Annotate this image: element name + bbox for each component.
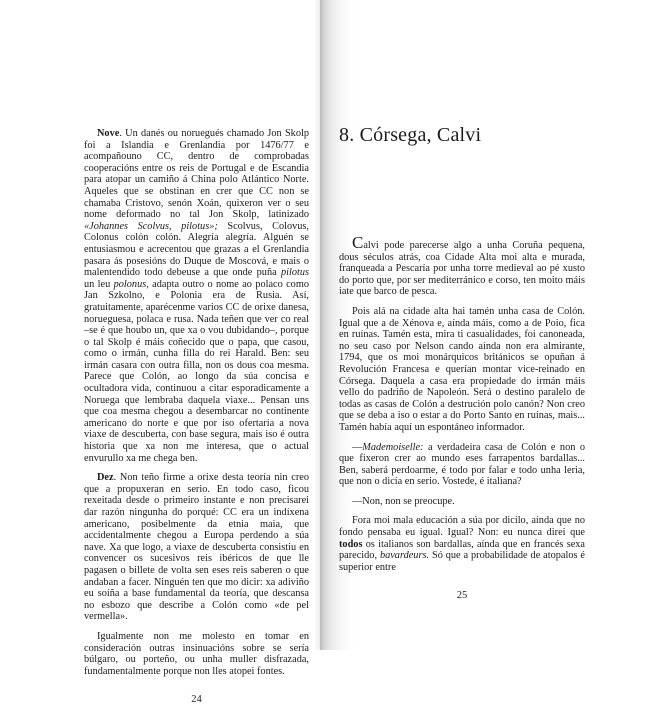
text-run: os italianos son bardallas, aínda que en francés sexa parecido, [339,538,585,562]
text-run: . Non teño firme a orixe desta teoría nin creo que a propuxeran en serio. En todo caso, ficou rexeitada desde o primeiro instante e non precisarei dar razón ningunha do porqué: CC era un indíxena americano, posibelmente da etnia maia, que accidentalmente chegou a Europa perdendo a súa nave. Xa que logo, a viaxe de descuberta consistiu en convencer os sucesivos reis ibéricos de que lle pagasen o billete de volta sen eses reis saberen o que andaban a facer. Ninguén ten que mo dicir: xa adiviño eu soíña a base fundamental da teoría, que descansa no esbozo que describe a Colón como «de pel vermella». [84,472,309,623]
text-run: un leu [84,278,114,290]
paragraph [339,442,585,488]
text-run: Só que a probabilidade de atopalos é superior entre [339,550,585,573]
paragraph [339,306,585,434]
text-run: — [352,441,363,453]
chapter-title: 8. Córsega, Calvi [339,124,482,146]
italic-text: bavardeurs. [379,550,430,562]
left-page [0,0,320,706]
text-run: a verdadeira casa de Colón e non o que fixeron crer ao mundo eses farrapentos bardallas... Ben, saberá perdoarme, é todo por falar e todo unha leria, que non o dicía en serio. Vostede, é italiana? [339,441,585,488]
paragraph [339,496,585,508]
paragraph [339,233,585,298]
paragraph [84,631,309,677]
text-run: adapta outro o nome ao polaco como Jan Szkolno, e Polonia era de Rusia. Así, gratuitamente, aparécenme varios CC de orixe danesa, norueguesa, polaca e rusa. Nada teñen que ver co real –se é que houbo un, que xa o vou dubidando–, porque o tal Skolp é máis coñecido que o papa, que casou, como o irmán, cunha filla do rei Harald. Ben: seu irmán casara con outra filla, non os dous coa mesma. Parece que Colón, ao longo da súa concisa e ocultadora vida, continuou a citar esporadicamente a Noruega que lembraba daquela viaxe... Pensan uns que coa mesma chegou a desembarcar no continente americano do norte e que por iso ofertaría a nova viaxe de descuberta, con base segura, mais iso é outra historia que xa non me interesa, que o actual envurullo xa me chega ben. [84,278,309,464]
italic-text: polonus, [113,278,149,290]
italic-text: pilotus [280,267,309,279]
right-page [320,0,650,650]
text-run: alvi pode parecerse algo a unha Coruña pequena, dous séculos atrás, coa Cidade Alta moi alta e murada, franqueada a Pescaría por unha torre medieval ao pé xusto do porto que, por ser mediterránico e corso, ten moito máis iate que barco de pesca. [339,240,585,298]
page-number: 25 [456,590,468,602]
left-page-body [84,128,309,685]
right-page-column [339,233,585,602]
left-page-column [84,128,309,706]
text-run: Scolvus, Colovus, Colonus colón colón. Alegría alegría. Alguén se entusiasmou e acrecentou que grazas a el Grenlandia pasara ás posesións do Duque de Moscová, e mais o malentendido todo debeuse a que onde puña [84,220,309,279]
italic-text: «Johannes Scolvus, pilotus»; [84,220,218,232]
text-run: Fora moi mala educación a súa por dicilo, aínda que no fondo pensaba eu igual. Igual? Non: eu nunca direi que [339,515,585,539]
bold-text: Dez [97,472,114,484]
paragraph [339,515,585,573]
text-run: Pois alá na cidade alta hai tamén unha casa de Colón. Igual que a de Xénova e, aínda máis, como a de Poio, fica en ruínas. Tamén esta, mira ti casualidades, foi canoneada, no seu caso por Nelson cando aínda non era almirante, 1794, que os moi monárquicos británicos se opuñan á Revolución Francesa e querían montar vice-reinado en Córsega. Daquela a casa era propiedade do irmán máis vello do padriño de Napoleón. Será o destino paralelo de todas as casas de Colón a destrución polo canón? Non creo que se deba a iso o estar a do Porto Santo en ruínas, mais... Tamén había aquí un espontáneo informador. [339,305,585,433]
paragraph [84,472,309,623]
italic-text: Mademoiselle: [362,441,424,453]
text-run: . Un danés ou noruegués chamado Jon Skolp foi a Islandia e Grenlandia por 1476/77 e acompañouno CC, dentro de comprobadas cooperacións entre os reis de Portugal e de Escandia para atopar un camiño á China polo Atlántico Norte. Aqueles que se obstinan en crer que CC non se chamaba Cristovo, senón Xoán, quixeron ver o seu nome deformado no tal Jon Skolp, latinizado [84,128,309,221]
right-page-body [339,233,585,581]
paragraph [84,128,309,464]
bold-text: Nove [97,128,120,139]
text-run: —Non, non se preocupe. [352,495,455,507]
bold-text: todos [339,538,363,550]
drop-cap: C [352,233,364,252]
page-number: 24 [191,694,202,706]
text-run: Igualmente non me molesto en tomar en consideración outras insinuacións sobre se sería búlgaro, ou porteño, ou unha muller disfrazada, fundamentalmente porque non lles atopei fontes. [84,630,309,677]
